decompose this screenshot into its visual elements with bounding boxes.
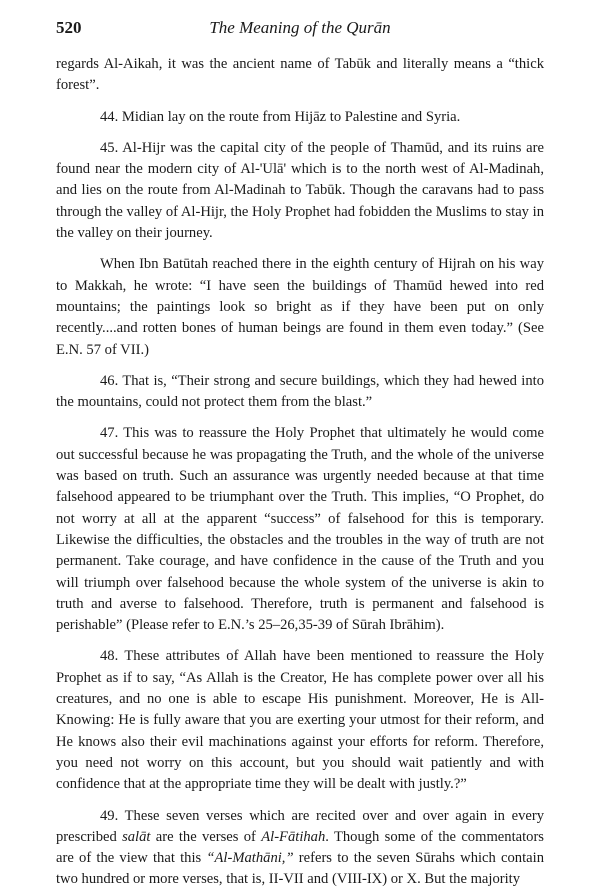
note-45: 45. Al-Hijr was the capital city of the people of Thamūd, and its ruins are found near the modern city of Al-'Ulā' which is to the north west of Al-Madinah, and lies on the route from Al-Madinah to Tabūk. Though the caravans had to pass through the valley of Al-Hijr, the Holy Prophet had fobidden the Muslims to stay in the valley on their journey. xyxy=(56,139,544,242)
running-title: The Meaning of the Qurān xyxy=(209,18,391,37)
page-header xyxy=(56,18,544,42)
note-47: 47. This was to reassure the Holy Prophet that ultimately he would come out successful because he was propagating the Truth, and the whole of the universe was based on truth. Such an assurance was urgently needed because at that time falsehood appeared to be triumphant over the Truth. This implies, “O Prophet, do not worry at all at the apparent “success” of falsehood for this is temporary. Likewise the difficulties, the obstacles and the troubles in the way of truth are not permanent. Take courage, and have confidence in the cause of the Truth and you will triumph over falsehood because the whole system of the universe is akin to truth and averse to falsehood. Therefore, truth is permanent and falsehood is perishable” (Please refer to E.N.’s 25–26,35-39 of Sūrah Ibrāhim). xyxy=(56,425,544,634)
note-46: 46. That is, “Their strong and secure buildings, which they had hewed into the mountains, could not protect them from the blast.” xyxy=(56,372,544,411)
page-number: 520 xyxy=(56,18,82,37)
paragraph-continued: regards Al-Aikah, it was the ancient name of Tabūk and literally means a “thick forest”. xyxy=(56,56,544,94)
note-44: 44. Midian lay on the route from Hijāz to Palestine and Syria. xyxy=(100,108,461,125)
note-48: 48. These attributes of Allah have been mentioned to reassure the Holy Prophet as if to say, “As Allah is the Creator, He has complete power over all his creatures, and no one is able to escape His punishment. Moreover, He is All-Knowing: He is fully aware that you are exerting your utmost for their reform, and He knows also their evil machinations against your efforts for reform. Therefore, you need not worry on this account, but you should wait patiently and with confidence that at the appropriate time they will be dealt with justly.?” xyxy=(56,648,544,793)
term-al-fatihah: Al-Fātihah xyxy=(261,828,326,845)
note-49-text-a: 49. These seven verses which are recited over and over again in every prescribed xyxy=(56,807,544,845)
term-salat: salāt xyxy=(122,828,151,845)
note-49-text-d: refers to the seven Sūrahs which contain two hundred or more verses, that is, II-VII and (VIII-IX) or X. But the majority xyxy=(56,850,544,888)
page-body xyxy=(56,54,544,891)
note-49-text-c: . Though some of the commentators are of the view that this xyxy=(56,828,544,867)
note-49 xyxy=(56,806,544,891)
term-al-mathani: “Al-Mathāni,” xyxy=(206,850,294,867)
note-49-text-b: are the verses of xyxy=(150,828,262,845)
note-45-continued: When Ibn Batūtah reached there in the eighth century of Hijrah on his way to Makkah, he wrote: “I have seen the buildings of Thamūd hewed into red mountains; the paintings look so bright as if they have been put on only recently....and rotten bones of human beings are found in them even today.” (See E.N. 57 of VII.) xyxy=(56,256,544,358)
